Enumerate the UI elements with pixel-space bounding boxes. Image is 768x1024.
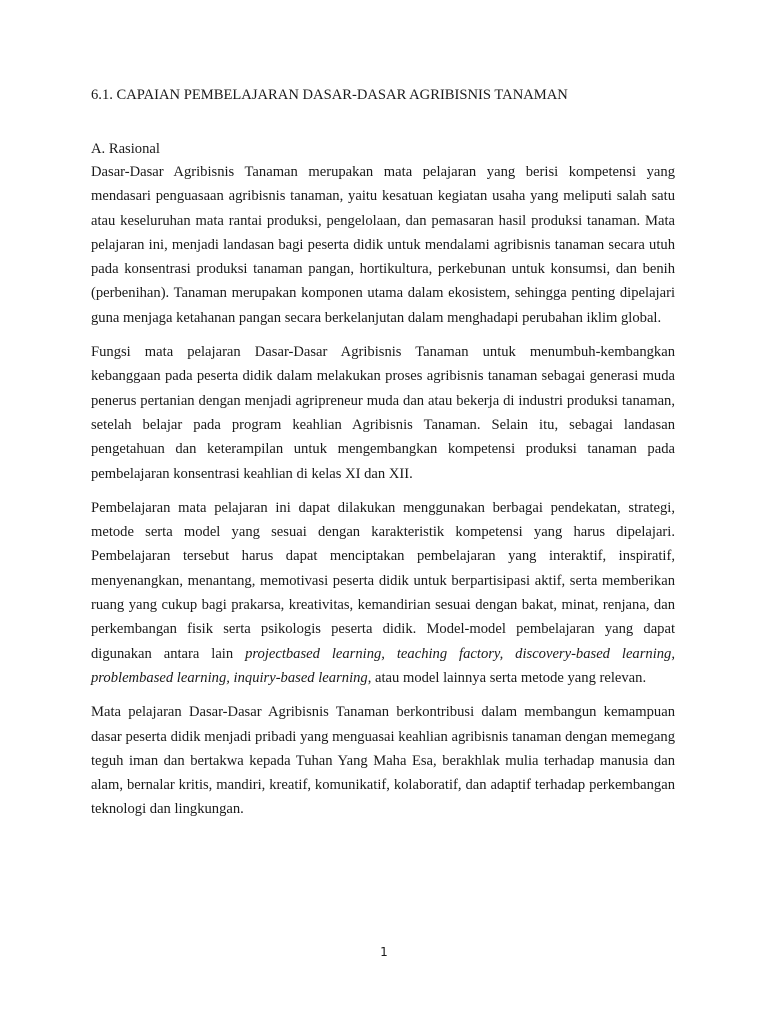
paragraph-2: Fungsi mata pelajaran Dasar-Dasar Agribisnis Tanaman untuk menumbuh-kembangkan kebanggaan pada peserta didik dalam melakukan proses agribisnis tanaman sebagai generasi muda penerus pertanian dengan menjadi agripreneur muda dan atau bekerja di industri produksi tanaman, setelah belajar pada program keahlian Agribisnis Tanaman. Selain itu, sebagai landasan pengetahuan dan keterampilan untuk mengembangkan kompetensi produksi tanaman pada pembelajaran konsentrasi keahlian di kelas XI dan XII.: [91, 344, 675, 482]
page-number: 1: [380, 945, 388, 959]
paragraph-1: Dasar-Dasar Agribisnis Tanaman merupakan mata pelajaran yang berisi kompetensi yang mendasari penguasaan agribisnis tanaman, yaitu kesatuan kegiatan usaha yang meliputi salah satu atau keseluruhan mata rantai produksi, pengelolaan, dan pemasaran hasil produksi tanaman. Mata pelajaran ini, menjadi landasan bagi peserta didik untuk mendalami agribisnis tanaman secara utuh pada konsentrasi produksi tanaman pangan, hortikultura, perkebunan untuk konsumsi, dan benih (perbenihan). Tanaman merupakan komponen utama dalam ekosistem, sehingga penting dipelajari guna menjaga ketahanan pangan secara berkelanjutan dalam menghadapi perubahan iklim global.: [91, 164, 675, 326]
paragraph-3-text: Pembelajaran mata pelajaran ini dapat dilakukan menggunakan berbagai pendekatan, strategi, metode serta model yang sesuai dengan karakteristik kompetensi yang harus dipelajari. Pembelajaran tersebut harus dapat menciptakan pembelajaran yang interaktif, inspiratif, menyenangkan, menantang, memotivasi peserta didik untuk berpartisipasi aktif, serta memberikan ruang yang cukup bagi prakarsa, kreativitas, kemandirian sesuai dengan bakat, minat, renjana, dan perkembangan fisik serta psikologis peserta didik. Model-model pembelajaran yang dapat digunakan antara lain: [91, 499, 675, 662]
paragraph-3-end: , atau model lainnya serta metode yang relevan.: [367, 669, 647, 686]
learning-models-italic: projectbased learning, teaching factory, discovery-based learning, problembased learning, inquiry-based learning: [91, 645, 676, 686]
subsection-label: A. Rasional: [91, 141, 160, 157]
paragraph-4: Mata pelajaran Dasar-Dasar Agribisnis Tanaman berkontribusi dalam membangun kemampuan dasar peserta didik menjadi pribadi yang menguasai keahlian agribisnis tanaman dengan memegang teguh iman dan bertakwa kepada Tuhan Yang Maha Esa, berakhlak mulia terhadap manusia dan alam, bernalar kritis, mandiri, kreatif, komunikatif, kolaboratif, dan adaptif terhadap perkembangan teknologi dan lingkungan.: [91, 704, 675, 818]
paragraph-3: [91, 496, 675, 690]
section-heading: 6.1. CAPAIAN PEMBELAJARAN DASAR-DASAR AGRIBISNIS TANAMAN: [91, 87, 568, 103]
body-text: [91, 160, 675, 832]
